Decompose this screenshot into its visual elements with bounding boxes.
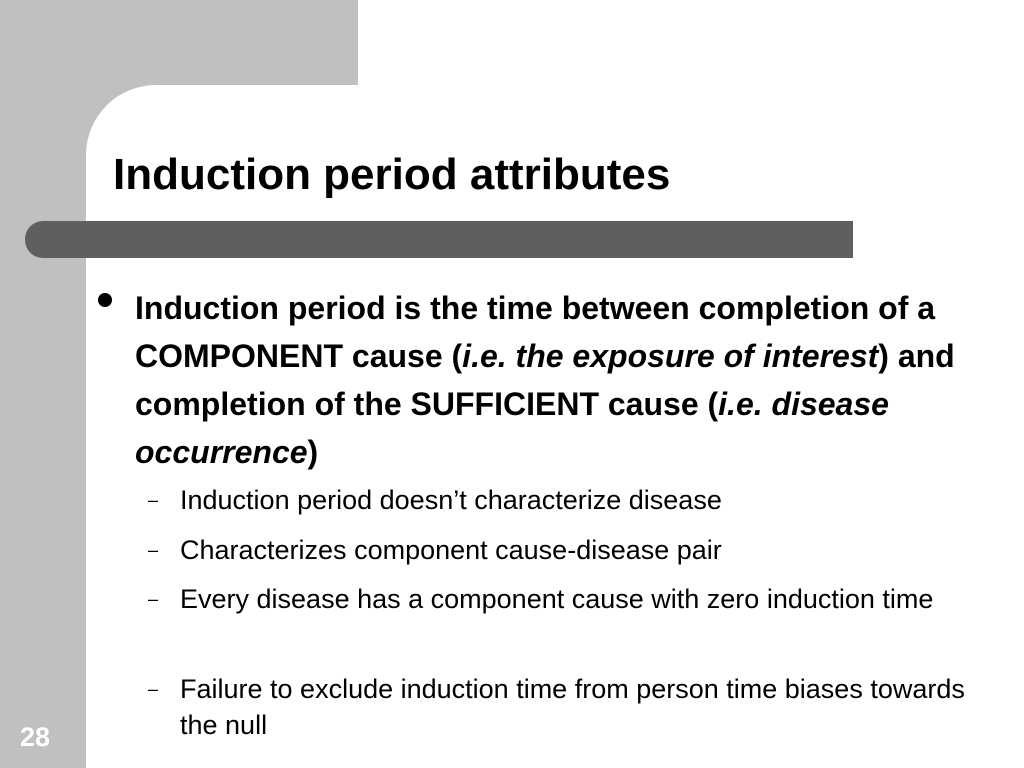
main-bullet-seg1: Induction period is the time between completion of a COMPONENT cause ( bbox=[135, 290, 936, 374]
bullet-dot-icon bbox=[98, 293, 112, 307]
slide-title: Induction period attributes bbox=[113, 150, 671, 199]
main-bullet-seg3: ) and completion of the SUFFICIENT cause ( bbox=[135, 338, 955, 422]
dash-icon: – bbox=[148, 490, 159, 510]
dash-icon: – bbox=[148, 589, 159, 609]
main-bullet-seg5: ) bbox=[307, 434, 319, 470]
sub-bullet: Failure to exclude induction time from person time biases towards the null bbox=[180, 674, 965, 740]
sub-bullet: Every disease has a component cause with zero induction time bbox=[180, 584, 934, 614]
sub-bullet: Characterizes component cause-disease pair bbox=[180, 535, 722, 565]
sub-bullet: Induction period doesn’t characterize disease bbox=[180, 485, 722, 515]
dash-icon: – bbox=[148, 540, 159, 560]
slide-number: 28 bbox=[20, 722, 51, 752]
main-bullet-text bbox=[135, 284, 995, 476]
main-bullet-seg2: i.e. the exposure of interest bbox=[462, 338, 879, 374]
dash-icon: – bbox=[148, 679, 159, 699]
main-bullet-seg4: i.e. disease occurrence bbox=[135, 386, 889, 470]
